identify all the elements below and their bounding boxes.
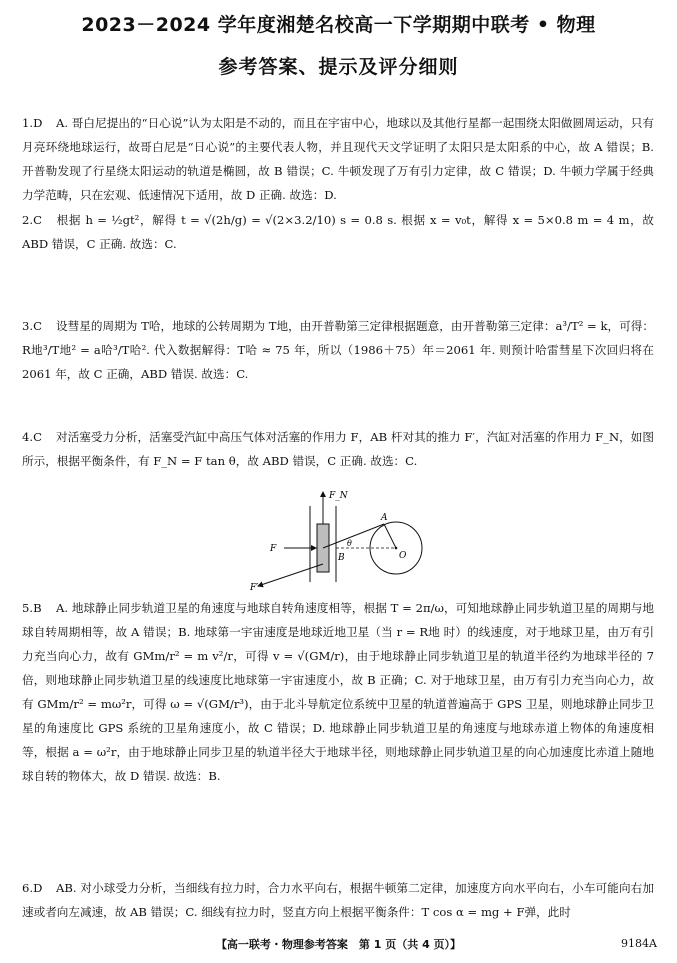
label-fprime: F′ [250,583,259,593]
question-5 [22,596,654,788]
question-1 [22,111,654,207]
page-footer: 【高一联考・物理参考答案 第 1 页（共 4 页）】 [215,938,462,951]
question-6 [22,876,654,924]
force-diagram [250,486,440,594]
label-theta: θ [347,539,352,548]
question-2 [22,208,654,256]
question-3-explanation: 设彗星的周期为 T哈，地球的公转周期为 T地，由开普勒第三定律根据题意，由开普勒第三定律：a³/T² = k，可得：R地³/T地² = a哈³/T哈². 代入数据解得：T哈 ≈ 75 年，所以（1986＋75）年＝2061 年. 则预计哈雷彗星下次回归将在 2061 年，故 C 正确，ABD 错误. 故选：C. [22,319,654,381]
document-code: 9184A [621,937,657,950]
label-fn: F_N [329,491,348,501]
question-3-label: 3.C [22,319,42,333]
question-3 [22,314,654,386]
question-5-explanation: A. 地球静止同步轨道卫星的角速度与地球自转角速度相等，根据 T = 2π/ω，可知地球静止同步轨道卫星的周期与地球自转周期相等，故 A 错误；B. 地球第一宇宙速度是地球近地卫星（当 r = R地 时）的线速度，对于地球卫星，由万有引力充当向心力，故有 GMm/r² = m v²/r，可得 v = √(GM/r)，由于地球静止同步轨道卫星的轨道半径约为地球半径的 7 倍，则地球静止同步轨道卫星的线速度比地球第一宇宙速度小，故 B 正确；C. 对于地球卫星，由万有引力充当向心力，故有 GMm/r² = mω²r，可得 ω = √(GM/r³)，由于北斗导航定位系统中卫星的轨道普遍高于 GPS 卫星，则地球静止同步卫星的角速度比 GPS 系统的卫星角速度小，故 C 错误；D. 地球静止同步轨道卫星的角速度与地球赤道上物体的角速度相等，根据 a = ω²r，由于地球静止同步卫星的轨道半径大于地球半径，则地球静止同步轨道卫星的向心加速度比赤道上随地球自转的物体大，故 D 错误. 故选：B. [22,601,654,783]
center-dot [395,547,398,550]
rod-force-arrow [258,564,323,586]
question-1-label: 1.D [22,116,43,130]
question-2-explanation: 根据 h = ½gt²，解得 t = √(2h/g) = √(2×3.2/10) s = 0.8 s. 根据 x = v₀t，解得 x = 5×0.8 m = 4 m，故 ABD 错误，C 正确. 故选：C. [22,213,654,251]
label-f: F [270,544,277,554]
question-4 [22,425,654,473]
question-1-explanation: A. 哥白尼提出的“日心说”认为太阳是不动的，而且在宇宙中心，地球以及其他行星都一起围绕太阳做圆周运动，只有月亮环绕地球运行，故哥白尼是“日心说”的主要代表人物，并且现代天文学证明了太阳只是太阳系的中心，故 A 错误；B. 开普勒发现了行星绕太阳运动的轨道是椭圆，故 B 错误；C. 牛顿发现了万有引力定律，故 C 错误；D. 牛顿力学属于经典力学范畴，只在宏观、低速情况下适用，故 D 正确. 故选：D. [22,116,654,202]
label-o: O [399,551,407,561]
question-5-label: 5.B [22,601,42,615]
question-4-explanation: 对活塞受力分析，活塞受汽缸中高压气体对活塞的作用力 F，AB 杆对其的推力 F′，汽缸对活塞的作用力 F_N，如图所示，根据平衡条件，有 F_N = F tan θ，故 ABD 错误，C 正确. 故选：C. [22,430,655,468]
label-a: A [381,513,388,523]
question-6-explanation: AB. 对小球受力分析，当细线有拉力时，合力水平向右，根据牛顿第二定律，加速度方向水平向右，小车可能向右加速或者向左减速，故 AB 错误；C. 细线有拉力时，竖直方向上根据平衡条件：T cos α = mg + F弹，此时 [22,881,654,919]
rod-ab [323,524,384,548]
page-subtitle: 参考答案、提示及评分细则 [218,56,459,78]
question-2-label: 2.C [22,213,42,227]
question-4-label: 4.C [22,430,42,444]
question-6-label: 6.D [22,881,43,895]
crank-arm [384,524,396,548]
page-title: 2023－2024 学年度湘楚名校高一下学期期中联考 • 物理 [81,14,596,36]
label-b: B [338,553,345,563]
